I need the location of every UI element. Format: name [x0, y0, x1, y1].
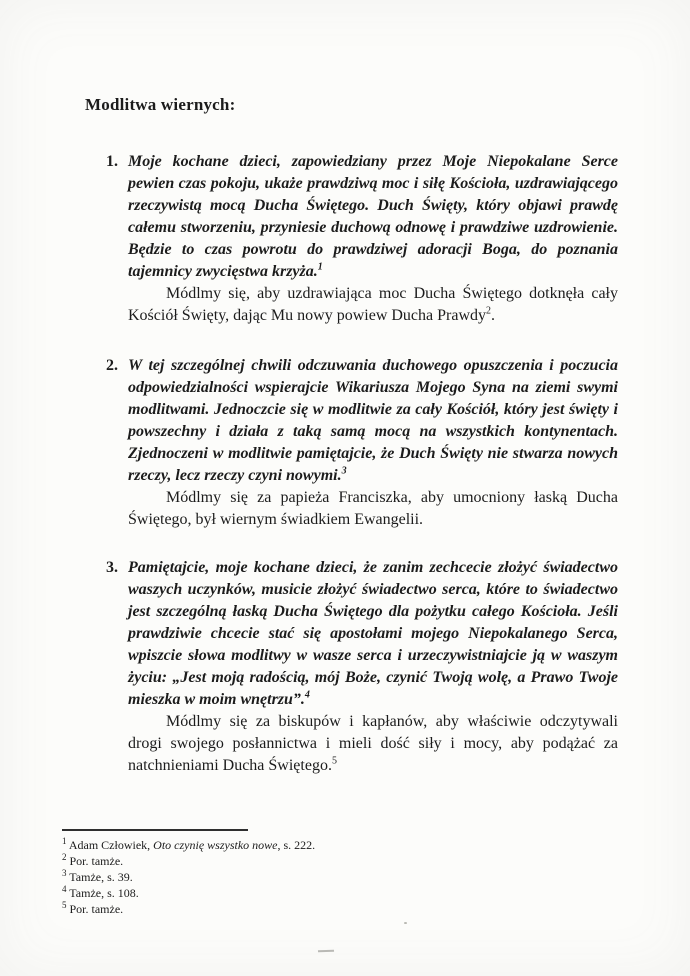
item-response: [128, 283, 618, 327]
footnote: [62, 869, 542, 885]
text-run: Moje kochane dzieci, zapowiedziany przez Moje Niepokalane Serce pewien czas pokoju, ukaże prawdziwą moc i siłę Kościoła, uzdrawiającego rzeczywistą mocą Ducha Świętego. Duch Święty, który objawi prawdę całemu stworzeniu, przyniesie duchową odnowę i prawdziwe uzdrowienie. Będzie to czas powrotu do prawdziwej adoracji Boga, do poznania tajemnicy zwycięstwa krzyża.: [128, 153, 618, 280]
footnote-marker: 2: [486, 305, 492, 317]
footnote: [62, 901, 542, 917]
text-run: Adam Człowiek,: [68, 838, 154, 852]
prayer-item: [106, 355, 618, 531]
footnotes: [62, 837, 542, 917]
text-run: Módlmy się za papieża Franciszka, aby umocniony łaską Ducha Świętego, był wiernym świadkiem Ewangelii.: [128, 489, 618, 528]
footnote-marker: 5: [62, 900, 67, 910]
footnote-marker: 5: [331, 755, 337, 767]
text-run: Tamże, s. 39.: [69, 870, 133, 884]
item-number: 2.: [106, 357, 118, 374]
text-run: , s. 222.: [277, 838, 316, 852]
text-run: W tej szczególnej chwili odczuwania duchowego opuszczenia i poczucia odpowiedzialności wspierajcie Wikariusza Mojego Syna na ziemi swymi modlitwami. Jednoczcie się w modlitwie za cały Kościół, który jest święty i powszechny i działa z taką samą mocą na wszystkich kontynentach. Zjednoczeni w modlitwie pamiętajcie, że Duch Święty nie stwarza nowych rzeczy, lecz rzeczy czyni nowymi.: [128, 357, 618, 484]
item-body: [128, 557, 618, 711]
footnote-separator: [62, 829, 248, 831]
footnote-marker: 3: [341, 465, 347, 477]
text-run: Módlmy się, aby uzdrawiająca moc Ducha Świętego dotknęła cały Kościół Święty, dając Mu nowy powiew Ducha Prawdy: [128, 285, 618, 324]
text-run: Por. tamże.: [69, 902, 124, 916]
footnote-marker: 1: [62, 836, 67, 846]
item-body: [128, 355, 618, 487]
footnote: [62, 837, 542, 853]
scan-smudge: [318, 950, 334, 953]
item-content: [128, 151, 618, 327]
item-content: [128, 557, 618, 777]
text-run: Por. tamże.: [69, 854, 124, 868]
footnote: [62, 885, 542, 901]
text-run: Módlmy się za biskupów i kapłanów, aby właściwie odczytywali drogi swojego posłannictwa i mieli dość siły i mocy, aby podążać za natchnieniami Ducha Świętego.: [128, 713, 618, 774]
footnote-marker: 4: [62, 884, 67, 894]
text-run: Tamże, s. 108.: [69, 886, 139, 900]
text-run: Pamiętajcie, moje kochane dzieci, że zanim zechcecie złożyć świadectwo waszych uczynków, musicie złożyć świadectwo serca, które to świadectwo jest szczególną łaską Ducha Świętego dla pożytku całego Kościoła. Jeśli prawdziwie chcecie stać się apostołami mojego Niepokalanego Serca, wpiszcie słowa modlitwy w wasze serca i urzeczywistniajcie ją w waszym życiu: „Jest moją radością, mój Boże, czynić Twoją wolę, a Prawo Twoje mieszka w moim wnętrzu”.: [128, 559, 618, 708]
footnote-marker: 4: [304, 689, 310, 701]
footnote-marker: 1: [317, 261, 323, 273]
footnote: [62, 853, 542, 869]
item-number: 3.: [106, 559, 118, 576]
footnote-marker: 2: [62, 852, 67, 862]
prayer-item: [106, 557, 618, 777]
item-number: 1.: [106, 153, 118, 170]
text-run: .: [491, 307, 496, 324]
italic-title: Oto czynię wszystko nowe: [153, 838, 278, 852]
item-content: [128, 355, 618, 531]
page-title: Modlitwa wiernych:: [85, 95, 236, 115]
scan-speck: [404, 922, 407, 924]
item-response: [128, 487, 618, 531]
item-response: [128, 711, 618, 777]
footnote-marker: 3: [62, 868, 67, 878]
item-body: [128, 151, 618, 283]
prayer-item: [106, 151, 618, 327]
